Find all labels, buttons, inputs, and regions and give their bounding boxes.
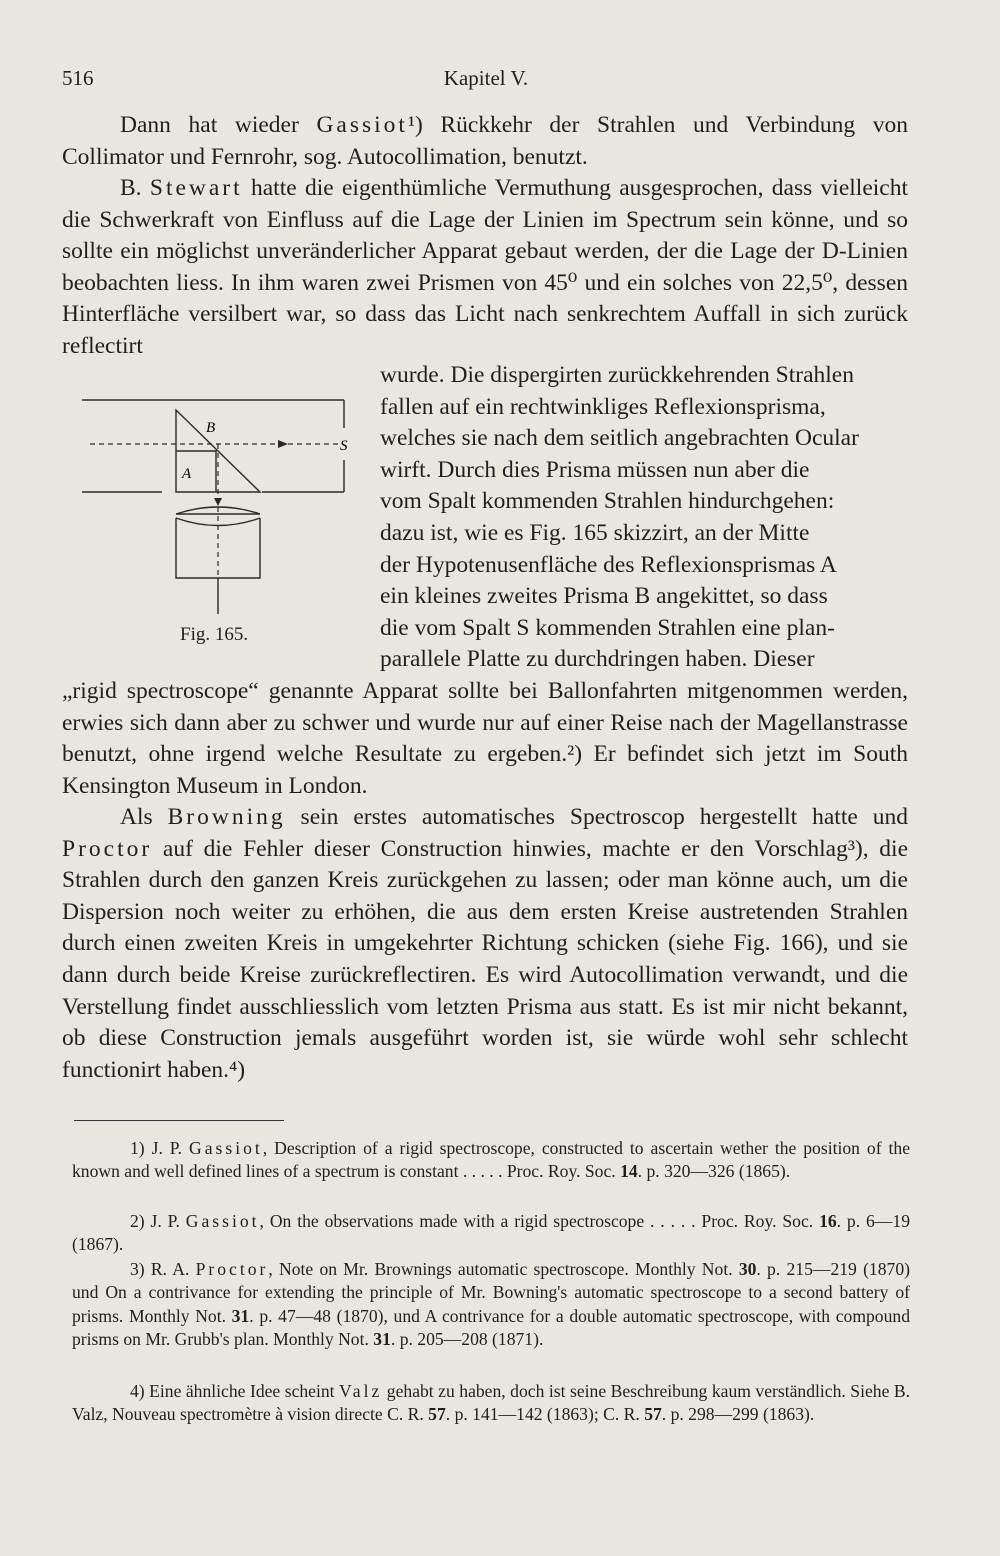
figure-label-b: B bbox=[206, 420, 216, 436]
author-name: Browning bbox=[167, 804, 286, 830]
page-header bbox=[62, 66, 910, 96]
text-line: fallen auf ein rechtwinkliges Reflexionsprisma, bbox=[380, 393, 826, 420]
text-line: vom Spalt kommenden Strahlen hindurchgehen: bbox=[380, 488, 835, 515]
text-line: der Hypotenusenfläche des Reflexionsprismas A bbox=[380, 551, 837, 578]
text-line: parallele Platte zu durchdringen haben. Dieser bbox=[380, 646, 815, 673]
footnote-3: 3) R. A. Proctor, Note on Mr. Brownings automatic spectroscope. Monthly Not. 30. p. 215—219 (1870) und On a contrivance for extending the principle of Mr. Bowning's automatic spectroscope to a second battery of prisms. Monthly Not. 31. p. 47—48 (1870), und A contrivance for a double automatic spectroscope, with compound prisms on Mr. Grubb's plan. Monthly Not. 31. p. 205—208 (1871). bbox=[72, 1259, 910, 1350]
paragraph-browning: Als Browning sein erstes automatisches Spectroscop hergestellt hatte und Proctor auf die Fehler dieser Construction hinwies, machte er den Vorschlag³), die Strahlen durch den ganzen Kreis zurückgehen zu lassen; oder man könne auch, um die Dispersion noch weiter zu erhöhen, die aus dem ersten Kreise austretenden Strahlen durch einen zweiten Kreis in umgekehrter Richtung schicken (siehe Fig. 166), und sie dann durch beide Kreise zurückreflectiren. Es wird Autocollimation verwandt, und die Verstellung findet ausschliesslich vom letzten Prisma aus statt. Es ist mir nicht bekannt, ob diese Construction jemals ausgeführt worden ist, sie würde wohl sehr schlecht functionirt haben.⁴) bbox=[62, 804, 908, 1083]
text-line: welches sie nach dem seitlich angebrachten Ocular bbox=[380, 425, 859, 452]
author-name: Stewart bbox=[149, 175, 243, 201]
text-line: wurde. Die dispergirten zurückkehrenden Strahlen bbox=[380, 362, 854, 388]
text-line: die vom Spalt S kommenden Strahlen eine plan- bbox=[380, 614, 835, 641]
running-title: Kapitel V. bbox=[443, 66, 529, 90]
footnote-4: 4) Eine ähnliche Idee scheint Valz gehabt zu haben, doch ist seine Beschreibung kaum verständlich. Siehe B. Valz, Nouveau spectromètre à vision directe C. R. 57. p. 141—142 (1863); C. R. 57. p. 298—299 (1863). bbox=[72, 1381, 910, 1425]
footnote-separator bbox=[74, 1120, 284, 1121]
paragraph-rigid-spectroscope: „rigid spectroscope“ genannte Apparat sollte bei Ballonfahrten mitgenommen werden, erwies sich dann aber zu schwer und wurde nur auf einer Reise nach der Magellanstrasse benutzt, ohne irgend welche Resultate zu ergeben.²) Er befindet sich jetzt im South Kensington Museum in London. bbox=[62, 678, 908, 799]
footnote-1: 1) J. P. Gassiot, Description of a rigid spectroscope, constructed to ascertain wether the position of the known and well defined lines of a spectrum is constant . . . . . Proc. Roy. Soc. 14. p. 320—326 (1865). bbox=[72, 1138, 910, 1182]
text-line: wirft. Durch dies Prisma müssen nun aber die bbox=[380, 456, 810, 483]
footnote-2: 2) J. P. Gassiot, On the observations made with a rigid spectroscope . . . . . Proc. Roy. Soc. 16. p. 6—19 (1867). bbox=[72, 1211, 910, 1255]
paragraph-gassiot: Dann hat wieder Gassiot¹) Rückkehr der Strahlen und Verbindung von Collimator und Fernrohr, sog. Autocollimation, benutzt. bbox=[62, 112, 908, 170]
figure-label-a: A bbox=[182, 466, 192, 482]
author-name: Gassiot bbox=[316, 112, 408, 138]
text-line: ein kleines zweites Prisma B angekittet, so dass bbox=[380, 583, 828, 610]
figure-caption: Fig. 165. bbox=[180, 624, 249, 645]
text-wrapped-beside-figure bbox=[380, 360, 908, 676]
paragraph-stewart: B. Stewart hatte die eigenthümliche Vermuthung ausgesprochen, dass vielleicht die Schwerkraft von Einfluss auf die Lage der Linien im Spectrum sein könne, und so sollte ein möglichst unveränderlicher Apparat gebaut werden, der die Lage der D-Linien beobachten liess. In ihm waren zwei Prismen von 45⁰ und ein solches von 22,5⁰, dessen Hinterfläche versilbert war, so dass das Licht nach senkrechtem Auffall in sich zurück reflectirt bbox=[62, 175, 908, 359]
page-number: 516 bbox=[62, 66, 94, 90]
figure-label-s: S bbox=[340, 438, 348, 454]
figure-165-diagram bbox=[82, 388, 350, 650]
author-name: Proctor bbox=[62, 835, 153, 862]
text-line: dazu ist, wie es Fig. 165 skizzirt, an der Mitte bbox=[380, 519, 810, 546]
